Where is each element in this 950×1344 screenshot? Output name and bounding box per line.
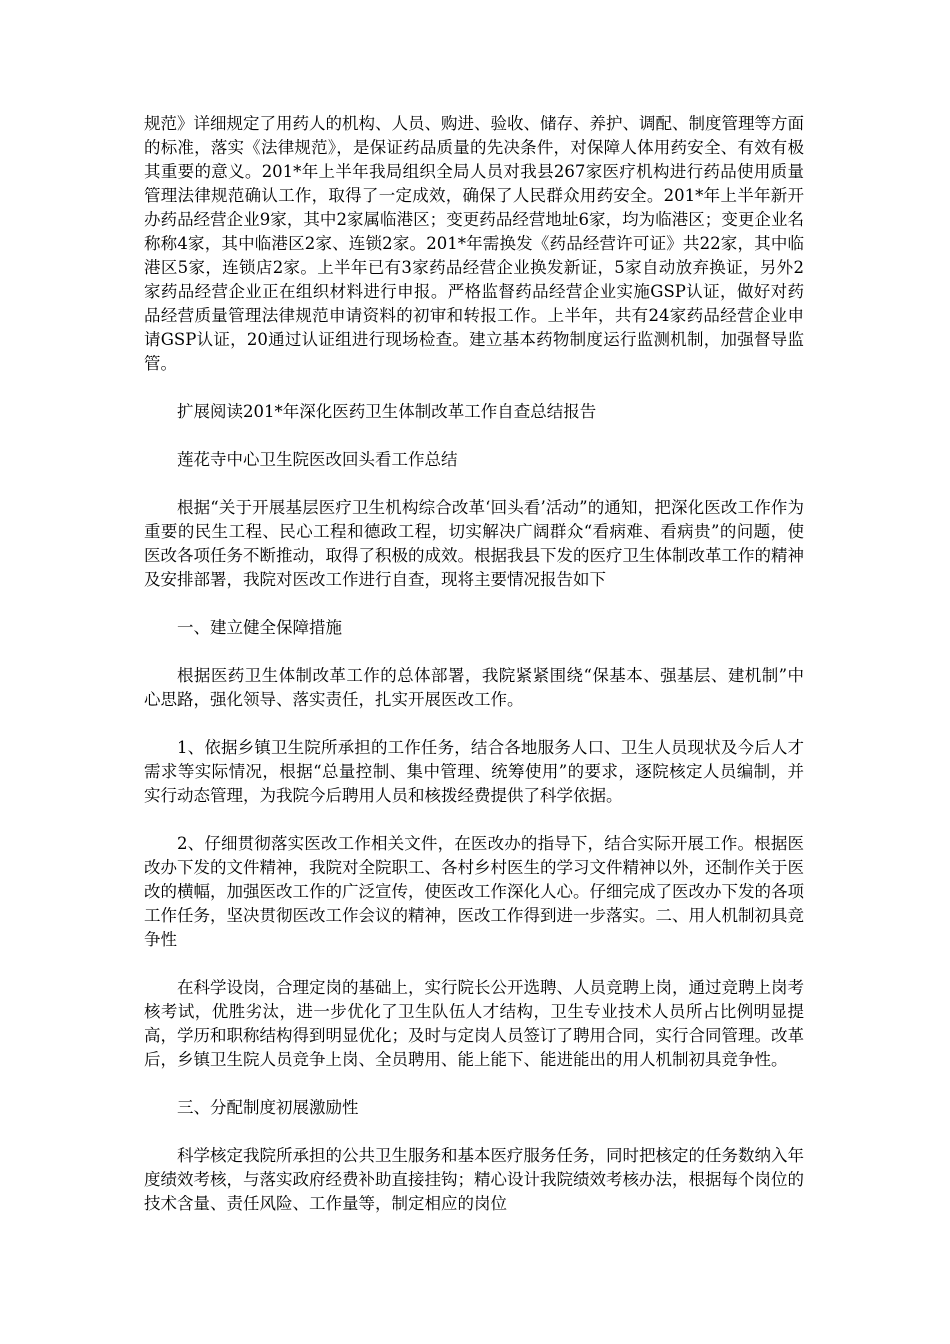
paragraph-continuation: 规范》详细规定了用药人的机构、人员、购进、验收、储存、养护、调配、制度管理等方面的标准，落实《法律规范》，是保证药品质量的先决条件，对保障人体用药安全、有效有极其重要的意义。201*年上半年我局组织全局人员对我县267家医疗机构进行药品使用质量管理法律规范确认工作，取得了一定成效，确保了人民群众用药安全。201*年上半年新开办药品经营企业9家，其中2家属临港区；变更药品经营地址6家，均为临港区；变更企业名称称4家，其中临港区2家、连锁2家。201*年需换发《药品经营许可证》共22家，其中临港区5家，连锁店2家。上半年已有3家药品经营企业换发新证，5家自动放弃换证，另外2家药品经营企业正在组织材料进行申报。严格监督药品经营企业实施GSP认证，做好对药品经营质量管理法律规范申请资料的初审和转报工作。上半年，共有24家药品经营企业申请GSP认证，20通过认证组进行现场检查。建立基本药物制度运行监测机制，加强督导监管。 [144,114,804,373]
document-page [144,112,804,1240]
section-2-paragraph: 在科学设岗，合理定岗的基础上，实行院长公开选聘、人员竞聘上岗，通过竞聘上岗考核考试，优胜劣汰，进一步优化了卫生队伍人才结构，卫生专业技术人员所占比例明显提高，学历和职称结构得到明显优化；及时与定岗人员签订了聘用合同，实行合同管理。改革后，乡镇卫生院人员竞争上岗、全员聘用、能上能下、能进能出的用人机制初具竞争性。 [144,978,804,1069]
intro-paragraph: 根据“关于开展基层医疗卫生机构综合改革‘回头看’活动”的通知，把深化医改工作作为重要的民生工程、民心工程和德政工程，切实解决广阔群众“看病难、看病贵”的问题，使医改各项任务不断推动，取得了积极的成效。根据我县下发的医疗卫生体制改革工作的精神及安排部署，我院对医改工作进行自查，现将主要情况报告如下 [144,498,804,589]
item-2-paragraph: 2、仔细贯彻落实医改工作相关文件，在医改办的指导下，结合实际开展工作。根据医改办下发的文件精神，我院对全院职工、各村乡村医生的学习文件精神以外，还制作关于医改的横幅，加强医改工作的广泛宣传，使医改工作深化人心。仔细完成了医改办下发的各项工作任务，坚决贯彻医改工作会议的精神，医改工作得到进一步落实。二、用人机制初具竞争性 [144,834,804,949]
extended-reading-title: 扩展阅读201*年深化医药卫生体制改革工作自查总结报告 [177,402,597,421]
section-heading-3: 三、分配制度初展激励性 [177,1098,359,1117]
item-1-paragraph: 1、依据乡镇卫生院所承担的工作任务，结合各地服务人口、卫生人员现状及今后人才需求等实际情况，根据“总量控制、集中管理、统筹使用”的要求，逐院核定人员编制，并实行动态管理，为我院今后聘用人员和核拨经费提供了科学依据。 [144,738,804,805]
section-3-paragraph: 科学核定我院所承担的公共卫生服务和基本医疗服务任务，同时把核定的任务数纳入年度绩效考核，与落实政府经费补助直接挂钩；精心设计我院绩效考核办法，根据每个岗位的技术含量、责任风险、工作量等，制定相应的岗位 [144,1146,804,1213]
report-title: 莲花寺中心卫生院医改回头看工作总结 [177,450,458,469]
section-heading-1: 一、建立健全保障措施 [177,618,342,637]
section-1-paragraph: 根据医药卫生体制改革工作的总体部署，我院紧紧围绕“保基本、强基层、建机制”中心思路，强化领导、落实责任，扎实开展医改工作。 [144,666,804,709]
